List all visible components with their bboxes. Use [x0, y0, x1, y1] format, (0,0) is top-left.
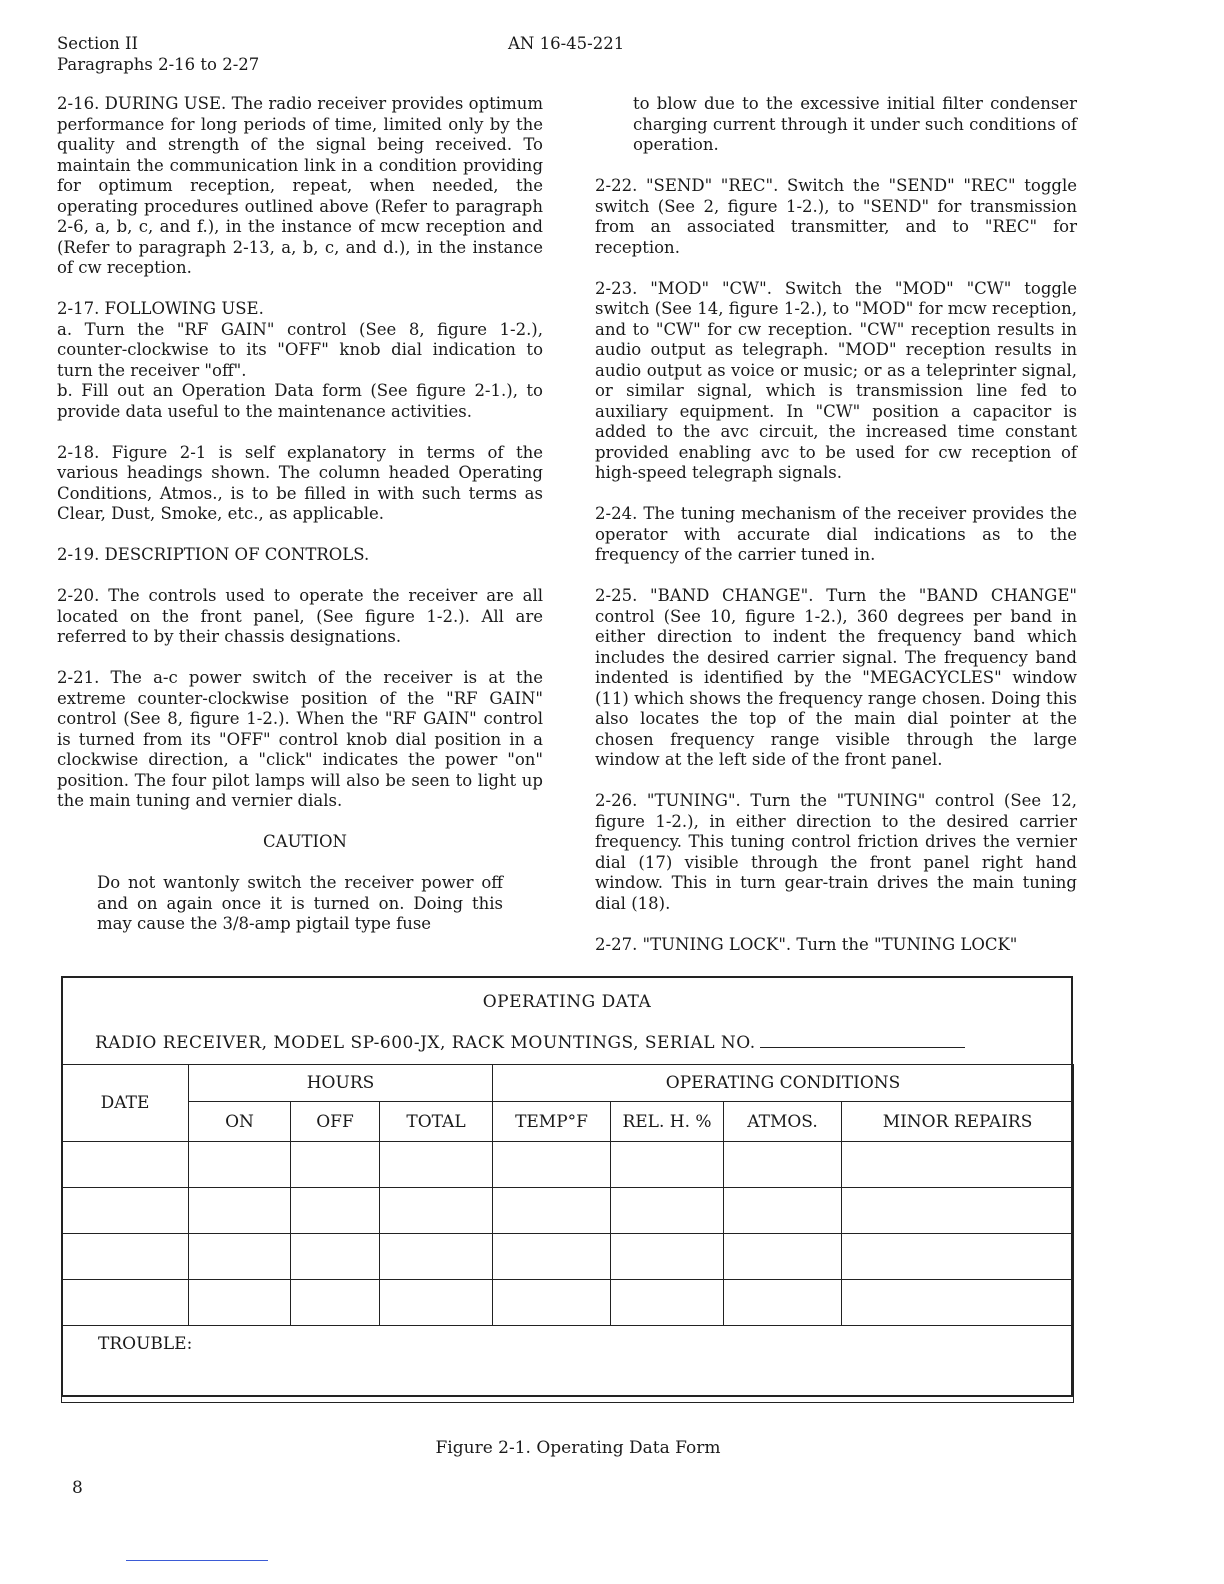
table-cell[interactable]: [493, 1234, 611, 1280]
col-header-minor-repairs: MINOR REPAIRS: [842, 1102, 1074, 1142]
page-number: 8: [72, 1478, 83, 1498]
col-header-rel-humidity: REL. H. %: [611, 1102, 724, 1142]
table-cell[interactable]: [724, 1142, 842, 1188]
group-header-operating-conditions: OPERATING CONDITIONS: [493, 1065, 1074, 1102]
table-cell[interactable]: [380, 1280, 493, 1326]
table-cell[interactable]: [62, 1142, 189, 1188]
table-cell[interactable]: [380, 1188, 493, 1234]
figure-caption: Figure 2-1. Operating Data Form: [435, 1438, 721, 1458]
table-cell[interactable]: [611, 1142, 724, 1188]
section-label: Section II: [57, 34, 139, 53]
paragraph-2-18: 2-18. Figure 2-1 is self explanatory in terms of the various headings shown. The column headed Operating Conditions, Atmos., is to be filled in with such terms as Clear, Dust, Smoke, etc., as applicable.: [57, 442, 543, 523]
trouble-label: TROUBLE:: [98, 1334, 193, 1354]
table-cell[interactable]: [291, 1280, 380, 1326]
blue-rule-divider: [126, 1560, 268, 1561]
table-cell[interactable]: [189, 1142, 291, 1188]
table-cell[interactable]: [724, 1188, 842, 1234]
col-header-total: TOTAL: [380, 1102, 493, 1142]
operating-data-table: [61, 1064, 1074, 1403]
caution-text-continued: to blow due to the excessive initial filter condenser charging current through it under such conditions of operation.: [633, 94, 1077, 154]
table-cell[interactable]: [842, 1234, 1074, 1280]
serial-number-field[interactable]: [760, 1031, 965, 1048]
paragraph-2-17-a: a. Turn the "RF GAIN" control (See 8, figure 1-2.), counter-clockwise to its "OFF" knob dial indication to turn the receiver "off".: [57, 319, 543, 380]
table-cell[interactable]: [724, 1280, 842, 1326]
table-cell[interactable]: [493, 1188, 611, 1234]
table-cell[interactable]: [291, 1188, 380, 1234]
table-cell[interactable]: [380, 1234, 493, 1280]
form-subtitle: [95, 1031, 965, 1053]
table-cell[interactable]: [62, 1234, 189, 1280]
left-column: [57, 94, 543, 935]
col-header-off: OFF: [291, 1102, 380, 1142]
col-header-atmos: ATMOS.: [724, 1102, 842, 1142]
col-header-temp: TEMP°F: [493, 1102, 611, 1142]
table-cell[interactable]: [291, 1142, 380, 1188]
operating-data-form: [61, 976, 1073, 1397]
table-cell[interactable]: [62, 1280, 189, 1326]
form-title: OPERATING DATA: [482, 992, 652, 1012]
paragraph-2-27: 2-27. "TUNING LOCK". Turn the "TUNING LOCK": [595, 934, 1018, 954]
table-row: [62, 1142, 1074, 1188]
paragraph-2-17-heading: 2-17. FOLLOWING USE.: [57, 299, 264, 318]
table-cell[interactable]: [189, 1280, 291, 1326]
group-header-hours: HOURS: [189, 1065, 493, 1102]
paragraph-2-25: 2-25. "BAND CHANGE". Turn the "BAND CHANGE" control (See 10, figure 1-2.), 360 degrees per band in either direction to indent the frequency band which includes the desired carrier signal. The frequency band indented is identified by the "MEGACYCLES" window (11) which shows the frequency range chosen. Doing this also locates the top of the main dial pointer at the chosen frequency range visible through the large window at the left side of the front panel.: [595, 586, 1077, 769]
paragraph-2-23: 2-23. "MOD" "CW". Switch the "MOD" "CW" toggle switch (See 14, figure 1-2.), to "MOD" for mcw reception, and to "CW" for cw reception. "CW" reception results in audio output as telegraph. "MOD" reception results in audio output as voice or music; or as a teleprinter signal, or similar signal, which is transmission line fed to auxiliary equipment. In "CW" position a capacitor is added to the avc circuit, the increased time constant provided enabling avc to be used for cw reception of high-speed telegraph signals.: [595, 278, 1077, 482]
paragraph-2-24: 2-24. The tuning mechanism of the receiver provides the operator with accurate dial indications as to the frequency of the carrier tuned in.: [595, 504, 1077, 564]
caution-text: Do not wantonly switch the receiver power off and on again once it is turned on. Doing this may cause the 3/8-amp pigtail type fuse: [97, 873, 503, 933]
table-cell[interactable]: [493, 1142, 611, 1188]
table-cell[interactable]: [380, 1142, 493, 1188]
paragraph-2-19: 2-19. DESCRIPTION OF CONTROLS.: [57, 545, 370, 564]
table-cell[interactable]: [611, 1188, 724, 1234]
table-cell[interactable]: [611, 1280, 724, 1326]
document-number: AN 16-45-221: [508, 34, 625, 53]
table-cell[interactable]: [842, 1142, 1074, 1188]
paragraph-2-21: 2-21. The a-c power switch of the receiver is at the extreme counter-clockwise position of the "RF GAIN" control (See 8, figure 1-2.). When the "RF GAIN" control is turned from its "OFF" control knob dial position in a clockwise direction, a "click" indicates the power "on" position. The four pilot lamps will also be seen to light up the main tuning and vernier dials.: [57, 668, 543, 810]
table-row: [62, 1188, 1074, 1234]
paragraph-2-26: 2-26. "TUNING". Turn the "TUNING" control (See 12, figure 1-2.), in either direction to the desired carrier frequency. This tuning control friction drives the vernier dial (17) visible through the front panel right hand window. This in turn gear-train drives the main tuning dial (18).: [595, 791, 1077, 913]
table-cell[interactable]: [493, 1280, 611, 1326]
table-cell[interactable]: [611, 1234, 724, 1280]
paragraph-2-17-b: b. Fill out an Operation Data form (See figure 2-1.), to provide data useful to the maintenance activities.: [57, 381, 543, 421]
right-column: [595, 94, 1077, 976]
caution-heading: CAUTION: [263, 832, 347, 851]
table-cell[interactable]: [189, 1188, 291, 1234]
table-row: [62, 1234, 1074, 1280]
paragraph-2-20: 2-20. The controls used to operate the receiver are all located on the front panel, (See figure 1-2.). All are referred to by their chassis designations.: [57, 586, 543, 646]
trouble-field[interactable]: [62, 1326, 1074, 1403]
table-row: [62, 1280, 1074, 1326]
col-header-date: DATE: [62, 1065, 189, 1142]
table-cell[interactable]: [842, 1188, 1074, 1234]
paragraph-2-16: 2-16. DURING USE. The radio receiver provides optimum performance for long periods of time, limited only by the quality and strength of the signal being received. To maintain the communication link in a condition providing for optimum reception, repeat, when needed, the operating procedures outlined above (Refer to paragraph 2-6, a, b, c, and f.), in the instance of mcw reception and (Refer to paragraph 2-13, a, b, c, and d.), in the instance of cw reception.: [57, 94, 543, 277]
table-cell[interactable]: [189, 1234, 291, 1280]
paragraph-range: Paragraphs 2-16 to 2-27: [57, 55, 260, 74]
table-cell[interactable]: [724, 1234, 842, 1280]
col-header-on: ON: [189, 1102, 291, 1142]
table-cell[interactable]: [62, 1188, 189, 1234]
table-cell[interactable]: [291, 1234, 380, 1280]
table-cell[interactable]: [842, 1280, 1074, 1326]
paragraph-2-22: 2-22. "SEND" "REC". Switch the "SEND" "REC" toggle switch (See 2, figure 1-2.), to "SEND" for transmission from an associated transmitter, and to "REC" for reception.: [595, 176, 1077, 257]
form-subtitle-text: RADIO RECEIVER, MODEL SP-600-JX, RACK MOUNTINGS, SERIAL NO.: [95, 1033, 756, 1053]
